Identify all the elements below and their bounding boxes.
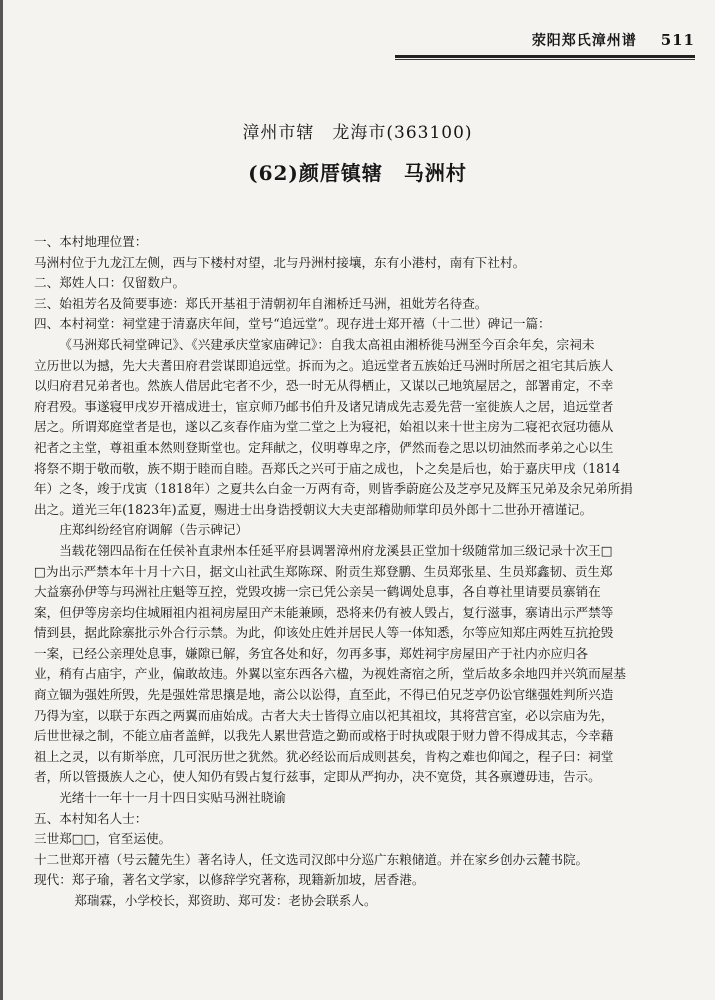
text-line: 《马洲郑氏祠堂碑记》、《兴建承庆堂家庙碑记》：自我太高祖由湘桥徙马洲至今百余年矣，宗祠未 [59, 336, 595, 352]
text-line: 光绪十一年十一月十四日实贴马洲社晓谕 [59, 790, 286, 806]
text-line: 居之。所谓郑庭堂者是也，遂以乙亥春作庙为堂二堂之上为寝祀，始祖以来十世主房为二寝祀衣冠功德从 [34, 419, 614, 435]
text-line: 一案，已经公亲理处息事，嫌隙已解，务宜各处和好，勿再多事，郑姓祠宇房屋田产于社内亦应归各 [34, 645, 589, 661]
section-title: (62)颜厝镇辖 马洲村 [248, 161, 467, 185]
text-line: 商立锢为强姓所毁，先是强姓常思攘是地，斋公以讼得，直至此，不得已伯兄芝亭仍讼官继强姓判所兴造 [34, 687, 614, 703]
header-rule-thin [395, 59, 695, 60]
text-line: 三世郑□□，官至运使。 [34, 831, 172, 847]
text-line: 出之。道光三年(1823年)孟夏，赐进士出身诰授朝议大夫吏部稽勋师掌印员外郎十二世孙开禧谨记。 [34, 501, 593, 517]
text-line: 情到县，据此除寨批示外合行示禁。为此，仰该处庄姓并居民人等一体知悉，尔等应知郑庄两姓互抗抢毁 [34, 625, 614, 641]
scan-edge [0, 0, 3, 1000]
text-line: 将祭不期于敬而敬，族不期于睦而自睦。吾郑氏之兴可于庙之成也，卜之矣是后也，始于嘉庆甲戌（1814 [34, 460, 621, 476]
text-line: 后世世禄之制，不能立庙者盖鲜，以我先人累世营造之勤而或格于时执或限于财力曾不得成其志，今幸藉 [34, 728, 614, 744]
page-number: 511 [660, 31, 695, 49]
text-line: 五、本村知名人士： [34, 810, 148, 826]
text-line: 府君殁。事遂寝甲戌岁开禧成进士，宦京师乃邮书伯升及诸兄请成先志爰先营一室徙族人之居，追远堂者 [34, 398, 614, 414]
running-header [395, 30, 695, 54]
text-line: 马洲村位于九龙江左侧，西与下楼村对望，北与丹洲村接壤，东有小港村，南有下社村。 [34, 254, 526, 270]
text-line: 当载花翎四品衔在任侯补直隶州本任延平府县调署漳州府龙溪县正堂加十级随常加三级记录十次王□ [59, 542, 613, 558]
text-line: 案，但伊等房亲均住城厢祖内祖祠房屋田产未能兼顾，恐将来仍有被人毁占，复行滋事，寨请出示严禁等 [34, 604, 614, 620]
header-rule [395, 55, 695, 58]
text-line: 祀者之主堂，尊祖重本然则登斯堂也。定拜献之，仪明尊卑之序，俨然而卷之思以切油然而孝弟之心以生 [34, 439, 614, 455]
document-body [34, 232, 689, 912]
section-subtitle: 漳州市辖 龙海市(363100) [242, 123, 473, 143]
text-line: □为出示严禁本年十月十六日，据文山社武生郑陈琛、附贡生郑登鹏、生员郑张星、生员郑鑫韧、贡生郑 [34, 563, 613, 579]
text-line: 二、郑姓人口：仅留数户。 [34, 275, 186, 291]
text-line: 郑瑞霖，小学校长，郑资助、郑可发：老协会联系人。 [74, 893, 377, 908]
text-line: 大益寨孙伊等与玛洲社庄魁等互控，党毁攻掳一宗已凭公亲吴一鹤调处息事，各自尊社里请要员寨销在 [34, 584, 601, 600]
text-line: 现代：郑子瑜，著名文学家，以修辞学究著称，现籍新加坡，居香港。 [34, 872, 425, 888]
text-line: 年）之冬，竣于戊寅（1818年）之夏共么白金一万两有奇，则皆季蔚庭公及芝亭兄及辉玉兄弟及余兄弟所捐 [34, 481, 633, 497]
text-line: 十二世郑开禧（号云麓先生）著名诗人，任文选司汉郎中分巡广东粮储道。并在家乡创办云麓书院。 [34, 851, 589, 867]
text-line: 四、本村祠堂：祠堂建于清嘉庆年间，堂号“追远堂”。现存进士郑开禧（十二世）碑记一篇： [34, 316, 551, 332]
text-line: 立历世以为撼，先大夫耆田府君尝谋即追远堂。拆而为之。追远堂者五族始迁马洲时所居之祖宅其后族人 [34, 357, 614, 373]
text-line: 乃得为室，以联于东西之两翼而庙始成。古者大夫士皆得立庙以祀其祖坟，其将营宫室，必以宗庙为先， [34, 707, 614, 723]
text-line: 者，所以管摄族人之心，使人知仍有毁占复行兹事，定即从严拘办，决不宽贷，其各禀遵毋违，告示。 [34, 769, 601, 785]
text-line: 业，稍有占庙宇，产业，偏敢故违。外翼以室东西各六楹，为视姓斋宿之所，堂后故多余地四并兴筑而屋基 [34, 666, 626, 682]
text-line: 以归府君兄弟者也。然族人借居此宅者不少，恐一时无从得栖止，又谋以己地筑屋居之，部署甫定，不幸 [34, 378, 614, 394]
text-line: 一、本村地理位置： [34, 234, 148, 249]
text-line: 庄郑纠纷经官府调解（告示碑记） [59, 522, 249, 538]
text-line: 祖上之灵，以有斯举庶，几可泯历世之犹然。犹必经讼而后成则甚矣，肯构之难也仰闻之，程子曰：祠堂 [34, 748, 614, 764]
text-line: 三、始祖芳名及简要事迹：郑氏开基祖于清朝初年自湘桥迁马洲，祖妣芳名待查。 [34, 295, 488, 311]
header-title: 荥阳郑氏漳州谱 [531, 33, 637, 49]
